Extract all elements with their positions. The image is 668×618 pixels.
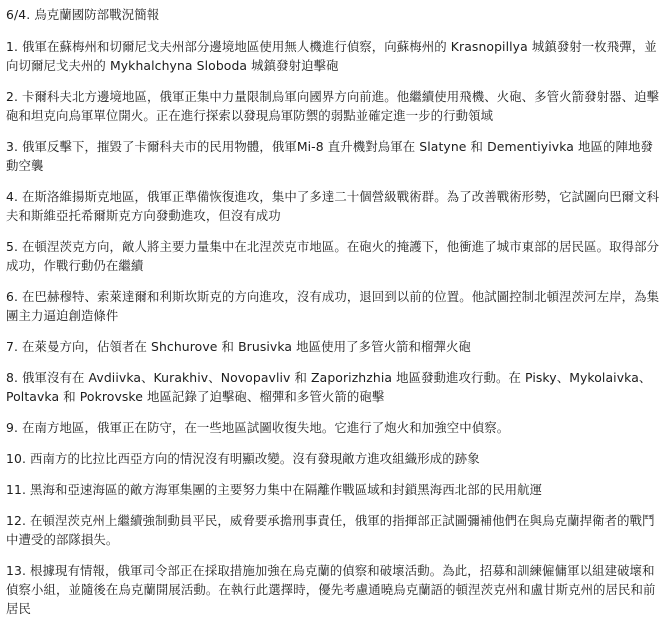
report-item-7: 7. 在萊曼方向，佔領者在 Shchurove 和 Brusivka 地區使用了多管火箭和榴彈火砲 [6, 339, 472, 354]
report-item-2: 2. 卡爾科夫北方邊境地區，俄軍正集中力量限制烏軍向國界方向前進。他繼續使用飛機、火砲、多管火箭發射器、迫擊砲和坦克向烏軍單位開火。正在進行探索以發現烏軍防禦的弱點並確定進一步的行動領域 [6, 89, 660, 123]
report-item-10: 10. 西南方的比拉比西亞方向的情況沒有明顯改變。沒有發現敵方進攻組織形成的跡象 [6, 451, 480, 466]
report-item-13: 13. 根據現有情報，俄軍司令部正在採取措施加強在烏克蘭的偵察和破壞活動。為此，招募和訓練僱傭軍以組建破壞和偵察小組，並隨後在烏克蘭開展活動。在執行此選擇時，優先考慮通曉烏克蘭語的頓涅茨克州和盧甘斯克州的居民和前居民 [6, 563, 656, 616]
report-item-5: 5. 在頓涅茨克方向，敵人將主要力量集中在北涅茨克市地區。在砲火的掩護下，他衝進了城市東部的居民區。取得部分成功，作戰行動仍在繼續 [6, 239, 660, 273]
report-item-3: 3. 俄軍反擊下，摧毀了卡爾科夫市的民用物體，俄軍Mi-8 直升機對烏軍在 Slatyne 和 Dementiyivka 地區的陣地發動空襲 [6, 139, 653, 173]
report-item-8: 8. 俄軍沒有在 Avdiivka、Kurakhiv、Novopavliv 和 Zaporizhzhia 地區發動進攻行動。在 Pisky、Mykolaivka、Poltavka 和 Pokrovske 地區記錄了迫擊砲、榴彈和多管火箭的砲擊 [6, 370, 652, 404]
report-item-1: 1. 俄軍在蘇梅州和切爾尼戈夫州部分邊境地區使用無人機進行偵察，向蘇梅州的 Krasnopillya 城鎮發射一枚飛彈，並向切爾尼戈夫州的 Mykhalchyna Sloboda 城鎮發射迫擊砲 [6, 39, 657, 73]
post-title: 6/4. 烏克蘭國防部戰況簡報 [6, 7, 160, 22]
report-item-6: 6. 在巴赫穆特、索萊達爾和利斯坎斯克的方向進攻，沒有成功，退回到以前的位置。他試圖控制北頓涅茨河左岸，為集團主力逼迫創造條件 [6, 289, 660, 323]
report-item-11: 11. 黑海和亞速海區的敵方海軍集團的主要努力集中在隔離作戰區域和封鎖黑海西北部的民用航運 [6, 482, 543, 497]
report-item-9: 9. 在南方地區，俄軍正在防守，在一些地區試圖收復失地。它進行了炮火和加強空中偵察。 [6, 420, 510, 435]
report-item-12: 12. 在頓涅茨克州上繼續強制動員平民，威脅要承擔刑事責任，俄軍的指揮部正試圖彌補他們在與烏克蘭捍衛者的戰鬥中遭受的部隊損失。 [6, 513, 655, 547]
report-item-4: 4. 在斯洛維揚斯克地區，俄軍正準備恢復進攻，集中了多達二十個營級戰術群。為了改善戰術形勢，它試圖向巴爾文科夫和斯維亞托希爾斯克方向發動進攻，但沒有成功 [6, 189, 660, 223]
